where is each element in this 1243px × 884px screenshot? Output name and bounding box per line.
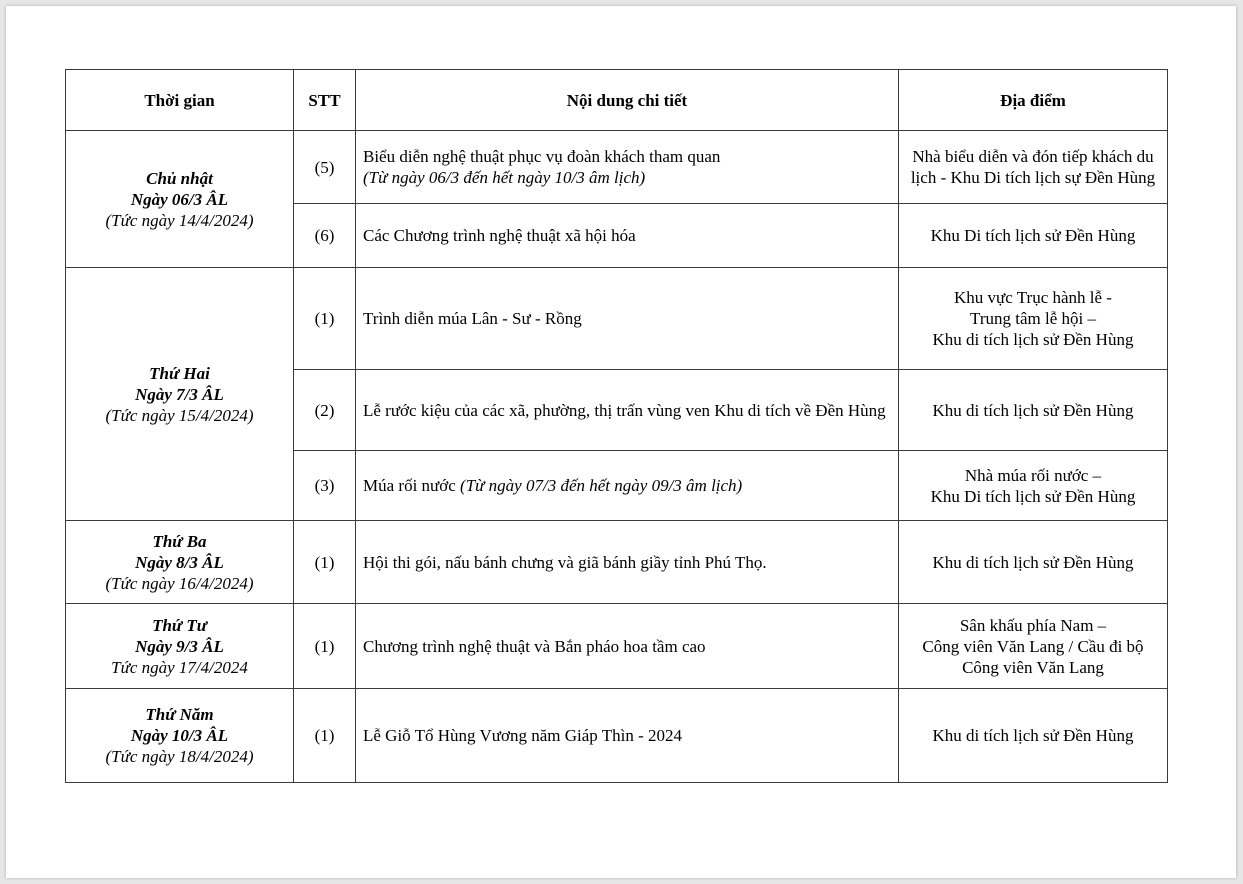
place-cell [899, 268, 1168, 370]
document-page [6, 6, 1236, 878]
header-content: Nội dung chi tiết [356, 70, 899, 131]
table-row [66, 689, 1168, 783]
solar-date: Tức ngày 17/4/2024 [111, 657, 248, 677]
solar-date: (Tức ngày 14/4/2024) [105, 210, 254, 230]
lunar-date: Ngày 06/3 ÂL [130, 189, 229, 209]
content-note: (Từ ngày 06/3 đến hết ngày 10/3 âm lịch) [363, 168, 646, 187]
place-line: Khu Di tích lịch sử Đền Hùng [930, 486, 1136, 506]
place-cell [899, 204, 1168, 268]
day-name: Thứ Ba [152, 531, 207, 551]
content-cell [356, 370, 899, 451]
place-cell [899, 131, 1168, 204]
header-stt: STT [294, 70, 356, 131]
content-text: Trình diễn múa Lân - Sư - Rồng [363, 309, 582, 328]
content-cell [356, 604, 899, 689]
place-line: Công viên Văn Lang [962, 657, 1104, 677]
place-cell [899, 604, 1168, 689]
day-cell [66, 268, 294, 521]
stt-cell: (6) [294, 204, 356, 268]
content-note: (Từ ngày 07/3 đến hết ngày 09/3 âm lịch) [460, 476, 743, 495]
stt-cell: (1) [294, 689, 356, 783]
content-cell [356, 204, 899, 268]
content-text: Lễ Giỗ Tổ Hùng Vương năm Giáp Thìn - 2024 [363, 726, 682, 745]
content-cell [356, 689, 899, 783]
content-text: Chương trình nghệ thuật và Bắn pháo hoa tầm cao [363, 636, 706, 656]
lunar-date: Ngày 10/3 ÂL [130, 726, 229, 745]
day-name: Chủ nhật [146, 168, 213, 188]
content-text: Biểu diễn nghệ thuật phục vụ đoàn khách tham quan [363, 147, 721, 166]
place-text: Khu Di tích lịch sử Đền Hùng [930, 226, 1136, 245]
solar-date: (Tức ngày 18/4/2024) [105, 747, 254, 766]
stt-cell: (1) [294, 521, 356, 604]
place-line: Nhà múa rối nước – [964, 465, 1102, 485]
table-row [66, 604, 1168, 689]
stt-cell: (5) [294, 131, 356, 204]
solar-date: (Tức ngày 16/4/2024) [105, 573, 254, 593]
place-cell [899, 689, 1168, 783]
table-header-row [66, 70, 1168, 131]
day-cell [66, 689, 294, 783]
stt-cell: (3) [294, 451, 356, 521]
day-cell [66, 521, 294, 604]
festival-schedule-table [65, 69, 1168, 783]
place-text: Khu di tích lịch sử Đền Hùng [932, 552, 1134, 572]
stt-cell: (1) [294, 268, 356, 370]
content-cell [356, 451, 899, 521]
content-text: Hội thi gói, nấu bánh chưng và giã bánh giầy tỉnh Phú Thọ. [363, 552, 767, 572]
place-cell [899, 451, 1168, 521]
place-line: Trung tâm lễ hội – [970, 309, 1096, 328]
place-text: Khu di tích lịch sử Đền Hùng [932, 400, 1134, 420]
header-time: Thời gian [66, 70, 294, 131]
solar-date: (Tức ngày 15/4/2024) [105, 405, 254, 425]
table-row [66, 131, 1168, 204]
place-line: Công viên Văn Lang / Cầu đi bộ [922, 636, 1144, 656]
day-name: Thứ Hai [149, 363, 210, 383]
header-place: Địa điểm [899, 70, 1168, 131]
lunar-date: Ngày 8/3 ÂL [135, 552, 224, 572]
content-cell [356, 131, 899, 204]
place-cell [899, 521, 1168, 604]
place-text: Nhà biểu diễn và đón tiếp khách du lịch - Khu Di tích lịch sự Đền Hùng [910, 147, 1156, 187]
stt-cell: (1) [294, 604, 356, 689]
place-line: Khu vực Trục hành lễ - [954, 288, 1112, 307]
content-text: Các Chương trình nghệ thuật xã hội hóa [363, 226, 636, 245]
content-cell [356, 268, 899, 370]
table-row [66, 268, 1168, 370]
lunar-date: Ngày 7/3 ÂL [135, 384, 224, 404]
content-text: Lễ rước kiệu của các xã, phường, thị trấn vùng ven Khu di tích về Đền Hùng [363, 400, 886, 420]
stt-cell: (2) [294, 370, 356, 451]
content-cell [356, 521, 899, 604]
day-cell [66, 604, 294, 689]
lunar-date: Ngày 9/3 ÂL [135, 636, 224, 656]
place-line: Sân khấu phía Nam – [959, 615, 1107, 635]
place-cell [899, 370, 1168, 451]
place-text: Khu di tích lịch sử Đền Hùng [932, 726, 1134, 745]
day-name: Thứ Năm [145, 705, 214, 724]
day-name: Thứ Tư [152, 615, 207, 635]
content-text: Múa rối nước [363, 476, 456, 495]
place-line: Khu di tích lịch sử Đền Hùng [932, 330, 1134, 349]
day-cell [66, 131, 294, 268]
table-row [66, 521, 1168, 604]
